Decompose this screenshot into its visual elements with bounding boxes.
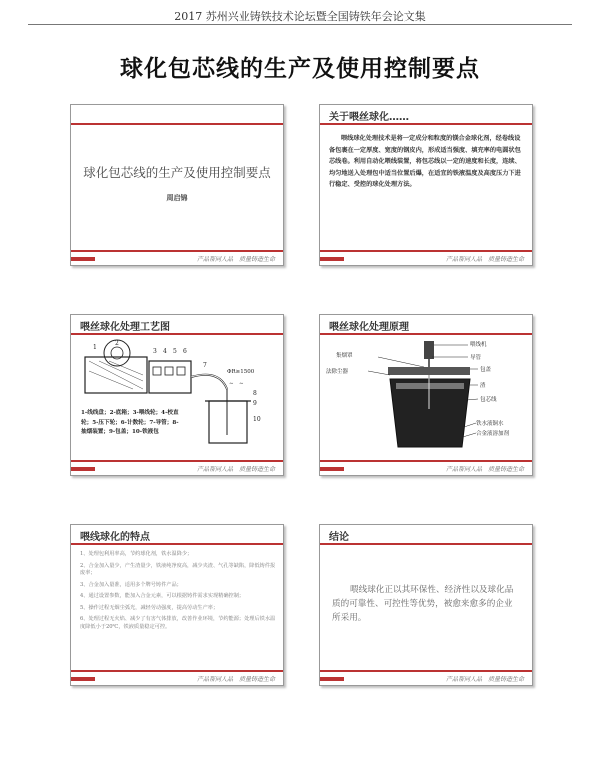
label-guide-tube: 导管 xyxy=(470,355,482,361)
svg-text:ΦR≥1500: ΦR≥1500 xyxy=(227,369,255,375)
footer-text: 产品帮同人品 质量铸造生命 xyxy=(196,676,275,683)
label-dust-collector: 法除尘器 xyxy=(326,369,349,375)
footer-text: 产品帮同人品 质量铸造生命 xyxy=(445,466,524,473)
list-item: 6、处理过程无火焰、减少了有害气体排放，改善作业环境，节约能源；处理后铁水温度降低小于20℃，铁液质量稳定可控。 xyxy=(80,616,276,630)
conclusion-body: 喂线球化正以其环保性、经济性以及球化品质的可靠性、可控性等优势，被愈来愈多的企业所采用。 xyxy=(332,585,514,623)
slide-footer xyxy=(320,250,532,265)
svg-text:∼: ∼ xyxy=(229,381,234,387)
label-molten-iron: 铁水液铜水 xyxy=(476,421,504,427)
header-rule xyxy=(28,24,572,25)
features-list xyxy=(80,551,276,635)
svg-text:10: 10 xyxy=(253,416,261,423)
cover-author: 周启锦 xyxy=(166,193,188,202)
label-alloy-additive: 合金液溶加剂 xyxy=(476,431,510,437)
footer-text: 产品帮同人品 质量铸造生命 xyxy=(445,676,524,683)
list-item: 3、合金加入量准，适用多个牌号铸件产品； xyxy=(80,581,182,588)
slide-heading xyxy=(320,105,532,125)
ladle-cover xyxy=(388,367,470,375)
ladle xyxy=(209,401,247,443)
svg-text:∼: ∼ xyxy=(239,381,244,387)
slide-heading-text: 喂线球化的特点 xyxy=(80,532,150,543)
footer-text: 产品帮同人品 质量铸造生命 xyxy=(445,256,524,263)
footer-text: 产品帮同人品 质量铸造生命 xyxy=(196,466,275,473)
slide-principle-diagram xyxy=(319,314,533,476)
footer-bar xyxy=(71,257,95,261)
ladle-body xyxy=(390,379,470,447)
slide-footer xyxy=(71,460,283,475)
slide-about xyxy=(319,104,533,266)
footer-bar xyxy=(71,467,95,471)
slide-heading-text: 喂丝球化处理原理 xyxy=(329,322,409,333)
svg-text:8: 8 xyxy=(253,390,257,397)
slide-heading xyxy=(320,315,532,335)
slide-top-rule xyxy=(71,123,283,125)
slide-footer xyxy=(71,670,283,685)
slide-footer xyxy=(320,670,532,685)
svg-text:1: 1 xyxy=(93,344,97,351)
label-slag: 渣 xyxy=(480,383,486,389)
slide-conclusion xyxy=(319,524,533,686)
svg-text:2: 2 xyxy=(115,340,119,347)
label-fume-hood: 集烟罩 xyxy=(336,353,353,359)
slide-heading-text: 喂丝球化处理工艺图 xyxy=(80,322,170,333)
list-item: 1、处理包利用率高，节约球化剂，铁水温降少； xyxy=(80,551,193,557)
slide-heading-text: 关于喂丝球化…… xyxy=(329,112,409,123)
svg-text:9: 9 xyxy=(253,400,257,407)
label-feeder: 喂线机 xyxy=(470,342,487,348)
list-item: 5、操作过程无烟尘弧光，减轻劳动强度，提高劳动生产率； xyxy=(80,604,219,611)
feeder-head xyxy=(424,341,434,359)
svg-text:6: 6 xyxy=(183,348,187,355)
label-cored-wire: 包芯线 xyxy=(480,397,497,403)
slide-footer xyxy=(71,250,283,265)
slide-cover xyxy=(70,104,284,266)
footer-bar xyxy=(71,677,95,681)
cover-title: 球化包芯线的生产及使用控制要点 xyxy=(83,165,271,180)
slide-heading-text: 结论 xyxy=(329,532,349,543)
slide-heading xyxy=(71,315,283,335)
svg-text:7: 7 xyxy=(203,362,207,369)
slide-features xyxy=(70,524,284,686)
slide-footer xyxy=(320,460,532,475)
slide-heading xyxy=(71,525,283,545)
list-item: 2、合金加入量少，产生渣量少，铁液纯净度高，减少夹渣、气孔等缺陷，降低铸件报废率； xyxy=(80,562,276,576)
process-diagram xyxy=(79,339,275,459)
svg-text:4: 4 xyxy=(163,348,167,355)
slide-heading xyxy=(320,525,532,545)
list-item: 4、通过设置参数，能加入合金元素，可以根据铸件需求实现精确控制； xyxy=(80,593,245,599)
footer-bar xyxy=(320,677,344,681)
footer-bar xyxy=(320,257,344,261)
page-title: 球化包芯线的生产及使用控制要点 xyxy=(120,56,480,82)
feeder-box xyxy=(149,361,191,393)
footer-text: 产品帮同人品 质量铸造生命 xyxy=(196,256,275,263)
about-body: 喂线球化处理技术是将一定成分和粒度的镁合金球化剂，经卷线设备包裹在一定厚度、宽度的钢皮内，形成适当强度、填充率的电圆状包芯线卷。利用自动化喂线装置，将包芯线以一定的速度和长度，连续、均匀地送入处理包中适当位置后爆，在适宜的铁液温度及高度压力下进行稳定、受控的球化处理方法。 xyxy=(329,135,521,188)
svg-text:3: 3 xyxy=(153,348,157,355)
svg-text:5: 5 xyxy=(173,348,177,355)
footer-bar xyxy=(320,467,344,471)
slide-process-diagram xyxy=(70,314,284,476)
running-header: 2017 苏州兴业铸铁技术论坛暨全国铸铁年会论文集 xyxy=(174,10,426,23)
label-ladle-cover: 包盖 xyxy=(480,367,492,373)
process-diagram-caption: 1-线线盘；2-底箱；3-喂线轮；4-校直轮；5-压下轮；6-计数轮；7-导管；8-抽烟装置；9-包盖；10-铁液包 xyxy=(81,410,179,435)
